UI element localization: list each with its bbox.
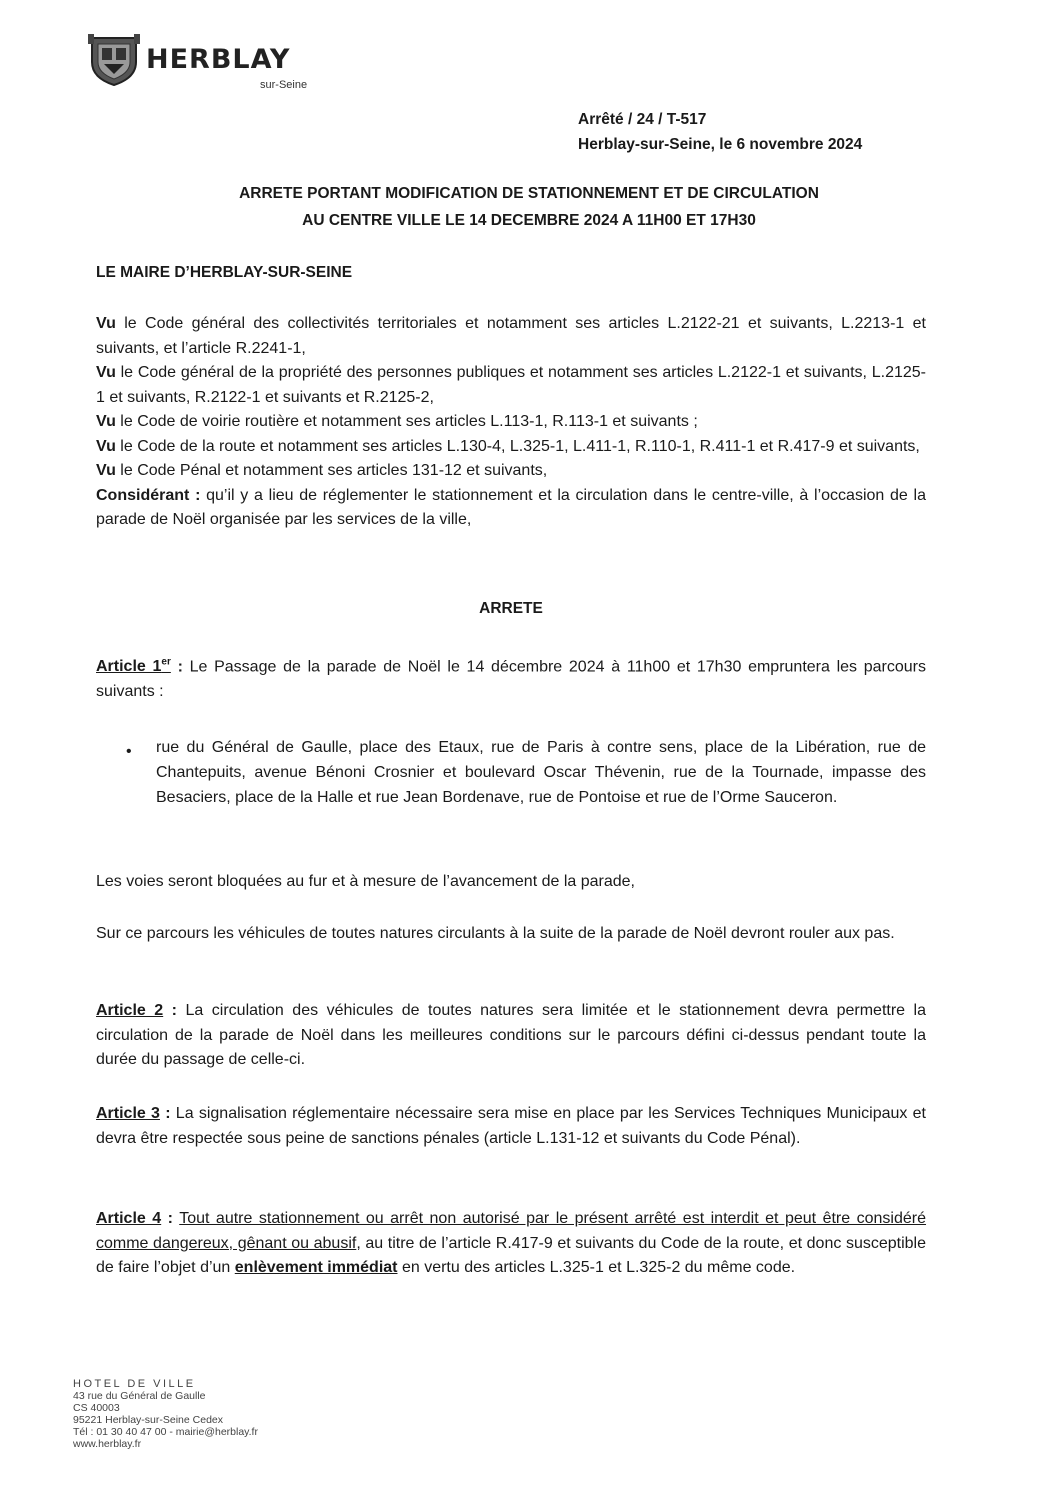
recital: Vu le Code général de la propriété des personnes publiques et notamment ses articles L.2122-1 et suivants, L.2125-1 et suivants, R.2122-1 et suivants et R.2125-2,	[96, 364, 926, 406]
footer-address	[73, 1378, 258, 1450]
footer-cs: CS 40003	[73, 1402, 120, 1414]
title-line-2: AU CENTRE VILLE LE 14 DECEMBRE 2024 A 11H00 ET 17H30	[302, 212, 756, 229]
article-3-label: Article 3	[96, 1105, 160, 1122]
recital: Vu le Code de voirie routière et notamment ses articles L.113-1, R.113-1 et suivants ;	[96, 413, 698, 430]
article-4: Article 4 : Tout autre stationnement ou arrêt non autorisé par le présent arrêté est interdit et peut être considéré comme dangereux, gênant ou abusif, au titre de l’article R.417-9 et suivants du Code de la route, et donc susceptible de faire l’objet d’un enlèvement immédiat en vertu des articles L.325-1 et L.325-2 du même code.	[96, 1210, 927, 1276]
recital: Vu le Code de la route et notamment ses articles L.130-4, L.325-1, L.411-1, R.110-1, R.411-1 et R.417-9 et suivants,	[96, 437, 920, 455]
place-date: Herblay-sur-Seine, le 6 novembre 2024	[578, 136, 863, 153]
footer-street: 43 rue du Général de Gaulle	[73, 1390, 206, 1402]
footer-city: 95221 Herblay-sur-Seine Cedex	[73, 1414, 223, 1426]
arrete-heading: ARRETE	[479, 600, 543, 617]
footer-title: HOTEL DE VILLE	[73, 1378, 196, 1390]
article-1-label: Article 1er	[96, 657, 171, 676]
article-2-label: Article 2	[96, 1002, 164, 1019]
article-1-note-1: Les voies seront bloquées au fur et à mesure de l’avancement de la parade,	[96, 873, 635, 890]
article-2: Article 2 : La circulation des véhicules de toutes natures sera limitée et le stationnement devra permettre la circulation de la parade de Noël dans les meilleures conditions sur le parcours défini ci-dessus pendant toute la durée du passage de celle-ci.	[96, 1002, 927, 1068]
logo-subtitle: sur-Seine	[260, 79, 308, 91]
recitals	[96, 312, 926, 533]
authority-heading: LE MAIRE D’HERBLAY-SUR-SEINE	[96, 264, 353, 281]
document-title	[96, 180, 962, 234]
recital: Vu le Code Pénal et notamment ses articles 131-12 et suivants,	[96, 462, 548, 479]
decree-reference	[578, 107, 862, 157]
article-3: Article 3 : La signalisation réglementaire nécessaire sera mise en place par les Services Techniques Municipaux et devra être respectée sous peine de sanctions pénales (article L.131-12 et suivants du Code Pénal).	[96, 1105, 926, 1147]
recital-considerant: Considérant : qu’il y a lieu de réglementer le stationnement et la circulation dans le centre-ville, à l’occasion de la parade de Noël organisée par les services de la ville,	[96, 486, 926, 528]
article-1: Article 1er : Le Passage de la parade de Noël le 14 décembre 2024 à 11h00 et 17h30 empruntera les parcours suivants :	[96, 657, 927, 700]
bullet-icon: •	[126, 743, 132, 760]
decree-number: Arrêté / 24 / T-517	[578, 111, 707, 128]
herblay-logo	[86, 32, 326, 92]
route-list-item: rue du Général de Gaulle, place des Etaux, rue de Paris à contre sens, place de la Libération, rue de Chantepuits, avenue Bénoni Crosnier et boulevard Oscar Thévenin, rue de la Tournade, impasse des Besaciers, place de la Halle et rue Jean Bordenave, rue de Pontoise et rue de l’Orme Sauceron.	[156, 739, 926, 806]
footer-website: www.herblay.fr	[73, 1438, 142, 1450]
footer-contact: Tél : 01 30 40 47 00 - mairie@herblay.fr	[73, 1426, 258, 1438]
title-line-1: ARRETE PORTANT MODIFICATION DE STATIONNEMENT ET DE CIRCULATION	[239, 185, 819, 202]
recital: Vu le Code général des collectivités territoriales et notamment ses articles L.2122-21 et suivants, L.2213-1 et suivants, et l’article R.2241-1,	[96, 315, 926, 357]
city-crest-icon	[86, 32, 142, 88]
article-4-label: Article 4	[96, 1210, 162, 1227]
article-1-note-2: Sur ce parcours les véhicules de toutes natures circulants à la suite de la parade de Noël devront rouler aux pas.	[96, 925, 895, 942]
route-list	[126, 736, 926, 810]
logo-name: HERBLAY	[146, 44, 291, 75]
